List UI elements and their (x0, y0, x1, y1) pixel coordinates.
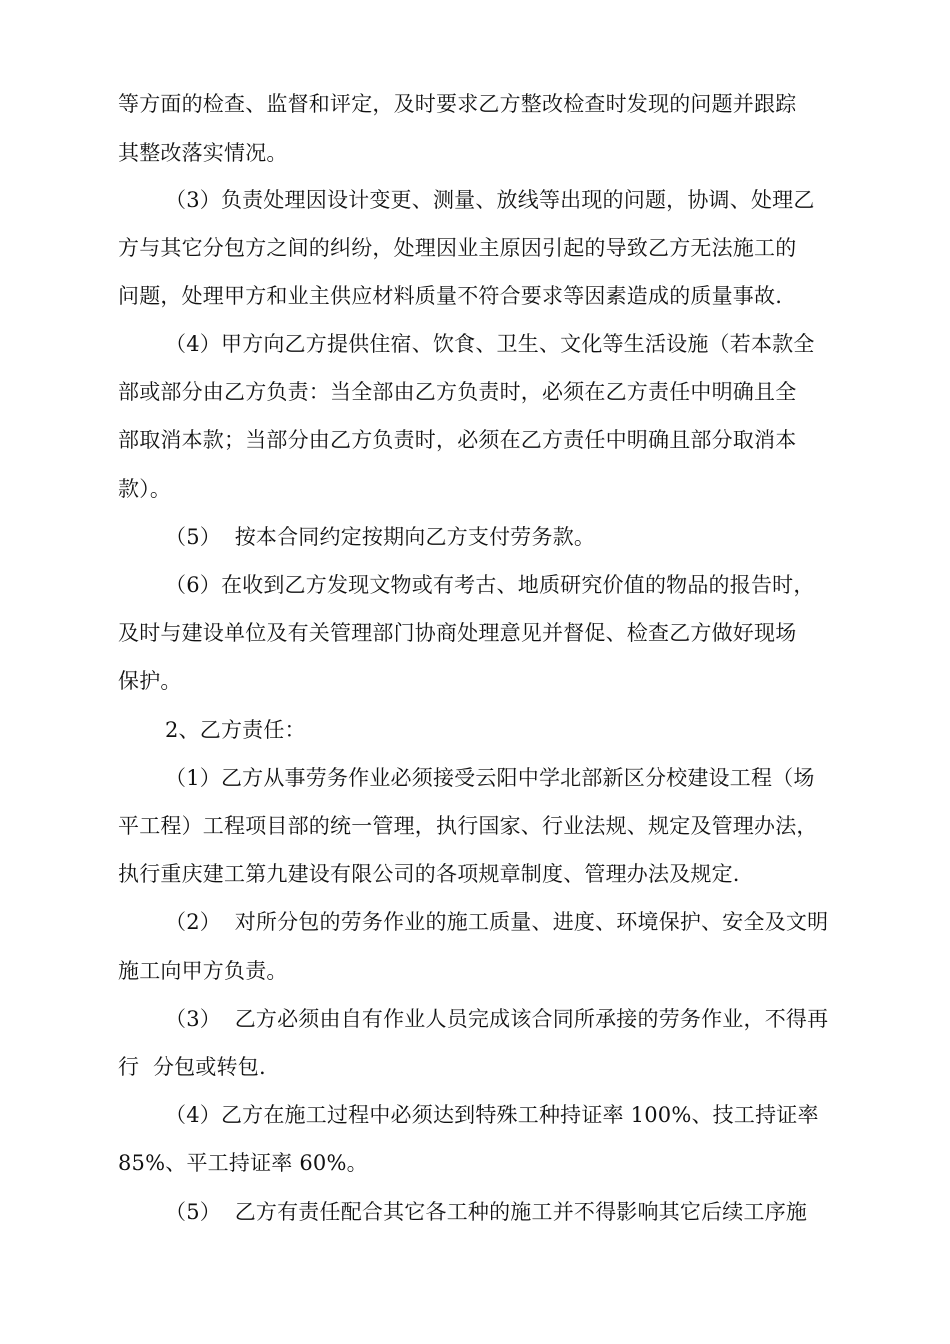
text-line: 行 分包或转包. (118, 1055, 266, 1079)
section-heading: 2、乙方责任： (165, 718, 306, 742)
text-line: 部或部分由乙方负责：当全部由乙方负责时，必须在乙方责任中明确且全 (118, 380, 797, 404)
text-line: 施工向甲方负责。 (118, 959, 288, 983)
text-line: （3）负责处理因设计变更、测量、放线等出现的问题，协调、处理乙 (165, 188, 815, 212)
text-line: 等方面的检查、监督和评定，及时要求乙方整改检查时发现的问题并跟踪 (118, 92, 797, 116)
text-line: 85%、平工持证率 60%。 (118, 1151, 368, 1175)
text-line: 执行重庆建工第九建设有限公司的各项规章制度、管理办法及规定. (118, 862, 740, 886)
text-line: 保护。 (118, 669, 182, 693)
text-line: 款）。 (118, 477, 172, 501)
text-line: （2） 对所分包的劳务作业的施工质量、进度、环境保护、安全及文明 (165, 910, 829, 934)
text-line: 方与其它分包方之间的纠纷，处理因业主原因引起的导致乙方无法施工的 (118, 236, 797, 260)
text-line: 其整改落实情况。 (118, 141, 288, 165)
text-line: （3） 乙方必须由自有作业人员完成该合同所承接的劳务作业，不得再 (165, 1007, 829, 1031)
text-line: 及时与建设单位及有关管理部门协商处理意见并督促、检查乙方做好现场 (118, 621, 797, 645)
text-line: （6）在收到乙方发现文物或有考古、地质研究价值的物品的报告时， (165, 573, 815, 597)
text-line: 部取消本款；当部分由乙方负责时，必须在乙方责任中明确且部分取消本 (118, 428, 797, 452)
text-line: （1）乙方从事劳务作业必须接受云阳中学北部新区分校建设工程（场 (165, 766, 815, 790)
text-line: （4）乙方在施工过程中必须达到特殊工种持证率 100%、技工持证率 (165, 1103, 819, 1127)
text-line: （4）甲方向乙方提供住宿、饮食、卫生、文化等生活设施（若本款全 (165, 332, 815, 356)
text-line: （5） 乙方有责任配合其它各工种的施工并不得影响其它后续工序施 (165, 1200, 808, 1224)
text-line: （5） 按本合同约定按期向乙方支付劳务款。 (165, 525, 596, 549)
text-line: 平工程）工程项目部的统一管理，执行国家、行业法规、规定及管理办法， (118, 814, 818, 838)
text-line: 问题，处理甲方和业主供应材料质量不符合要求等因素造成的质量事故. (118, 284, 783, 308)
